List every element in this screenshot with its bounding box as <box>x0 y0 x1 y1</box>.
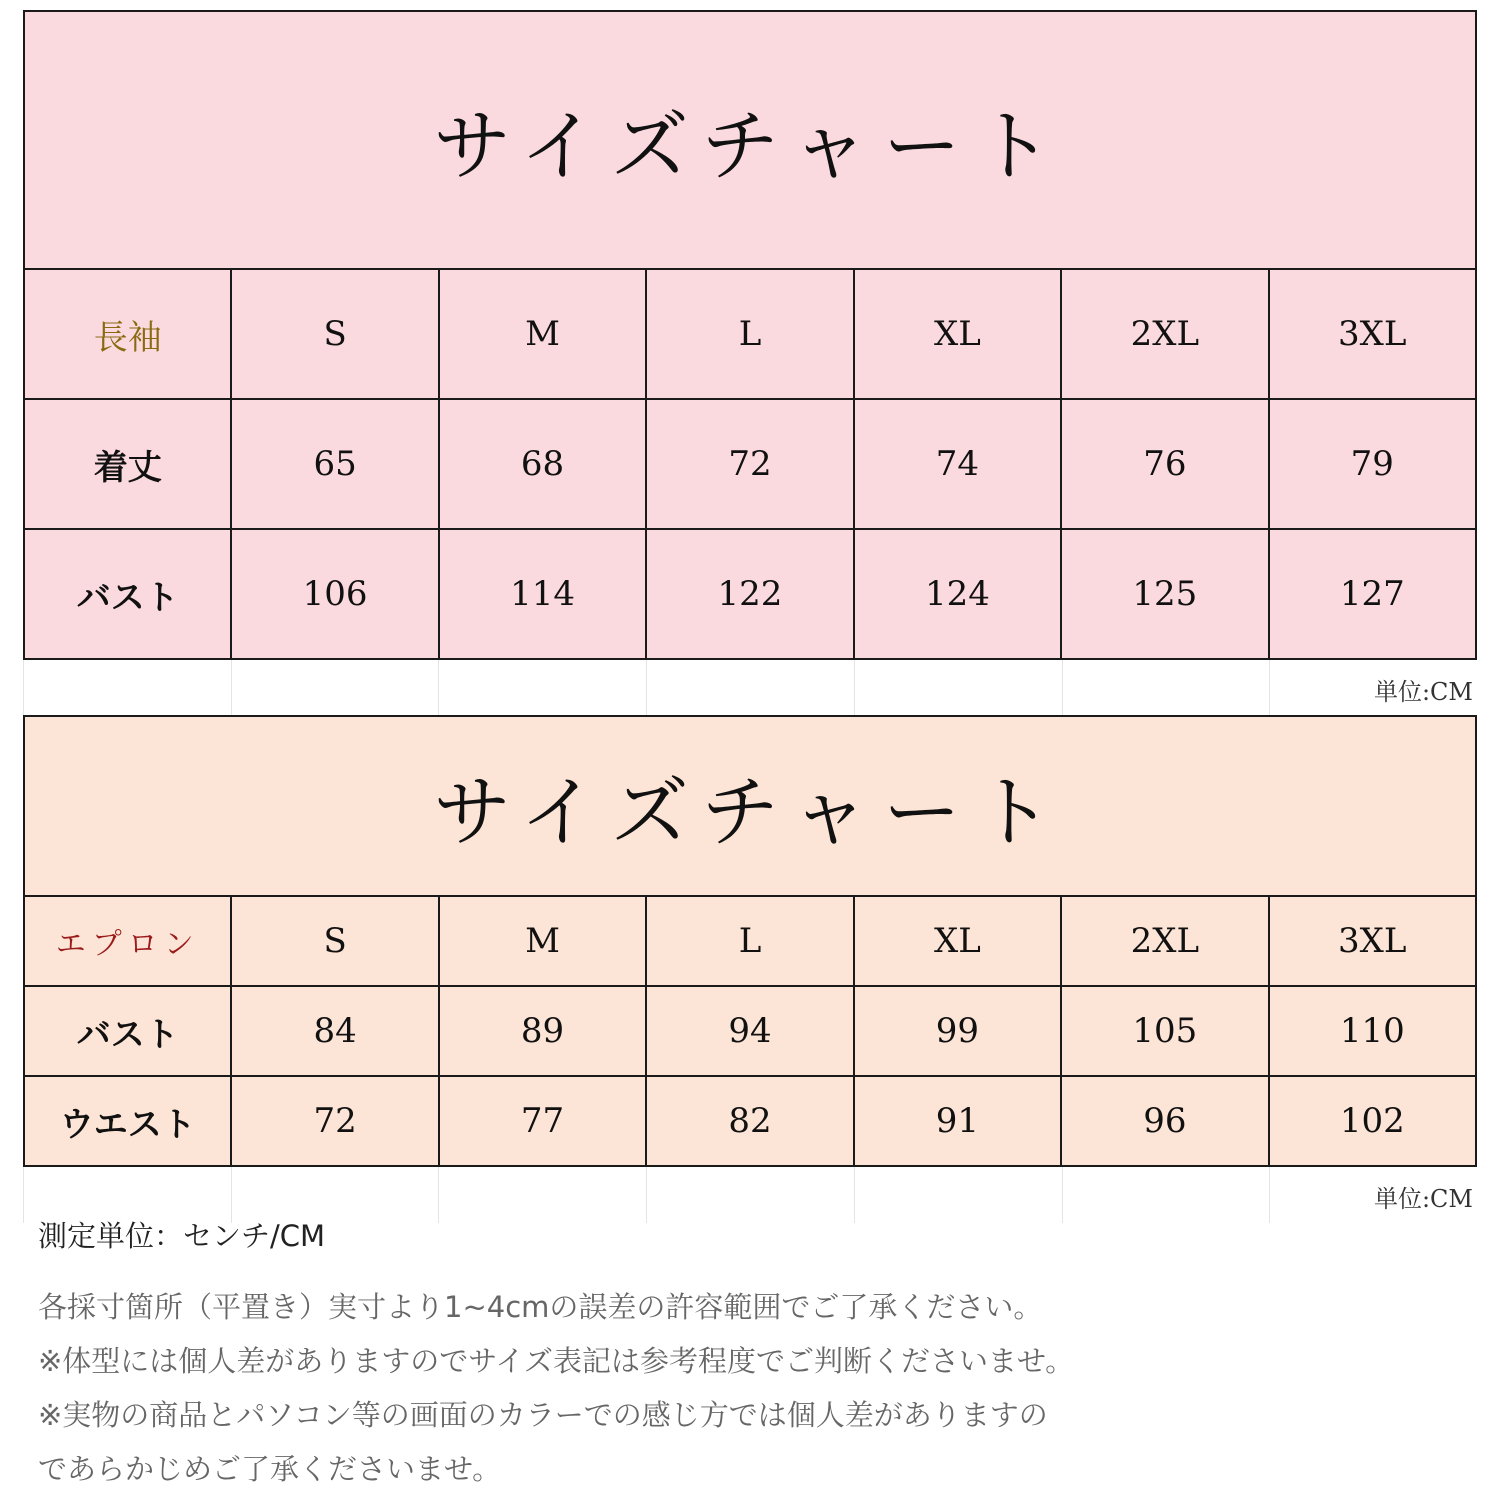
note-line: であらかじめご了承くださいませ。 <box>38 1452 502 1486</box>
table-cell: 79 <box>1269 399 1476 529</box>
table-cell: 125 <box>1061 529 1268 659</box>
table-cell: 77 <box>439 1076 646 1166</box>
header-cell-2xl: 2XL <box>1061 896 1268 986</box>
table-cell: 94 <box>646 986 853 1076</box>
note-line: ※体型には個人差がありますのでサイズ表記は参考程度でご判断くださいませ。 <box>38 1344 1075 1378</box>
size-chart-long-sleeve <box>23 10 1477 716</box>
table-cell: 110 <box>1269 986 1476 1076</box>
table-cell: 99 <box>854 986 1061 1076</box>
table-cell: 114 <box>439 529 646 659</box>
header-cell-3xl: 3XL <box>1269 269 1476 399</box>
header-cell-l: L <box>646 896 853 986</box>
header-cell-item: 長袖 <box>24 269 231 399</box>
table-cell: 82 <box>646 1076 853 1166</box>
size-chart-apron <box>23 715 1477 1223</box>
table-cell: 106 <box>231 529 438 659</box>
table-cell: 84 <box>231 986 438 1076</box>
table-cell: 96 <box>1061 1076 1268 1166</box>
unit-label: 単位:CM <box>1373 678 1473 706</box>
chart2-title: サイズチャート <box>23 715 1477 897</box>
table-cell: 65 <box>231 399 438 529</box>
table-row <box>24 399 1476 529</box>
note-line: 各採寸箇所（平置き）実寸より1~4cmの誤差の許容範囲でご了承ください。 <box>38 1290 1043 1324</box>
row-label: ウエスト <box>24 1076 231 1166</box>
row-label: 着丈 <box>24 399 231 529</box>
table-cell: 105 <box>1061 986 1268 1076</box>
notes-title: 測定単位：センチ/CM <box>38 1219 326 1253</box>
table-cell: 72 <box>646 399 853 529</box>
row-label: バスト <box>24 986 231 1076</box>
table-cell: 72 <box>231 1076 438 1166</box>
chart1-table <box>23 268 1477 660</box>
chart1-unit-row <box>23 660 1477 716</box>
table-header-row <box>24 896 1476 986</box>
header-cell-2xl: 2XL <box>1061 269 1268 399</box>
header-cell-s: S <box>231 896 438 986</box>
table-cell: 127 <box>1269 529 1476 659</box>
table-cell: 91 <box>854 1076 1061 1166</box>
header-cell-xl: XL <box>854 269 1061 399</box>
table-row <box>24 1076 1476 1166</box>
header-cell-item: エプロン <box>24 896 231 986</box>
table-row <box>24 529 1476 659</box>
header-cell-m: M <box>439 269 646 399</box>
chart1-title: サイズチャート <box>23 10 1477 270</box>
header-cell-m: M <box>439 896 646 986</box>
chart2-table <box>23 895 1477 1167</box>
table-cell: 76 <box>1061 399 1268 529</box>
note-line: ※実物の商品とパソコン等の画面のカラーでの感じ方では個人差がありますの <box>38 1398 1048 1432</box>
table-row <box>24 986 1476 1076</box>
table-cell: 124 <box>854 529 1061 659</box>
measurement-notes <box>38 1214 1478 1496</box>
header-cell-l: L <box>646 269 853 399</box>
unit-label: 単位:CM <box>1373 1185 1473 1213</box>
table-cell: 122 <box>646 529 853 659</box>
table-cell: 74 <box>854 399 1061 529</box>
table-cell: 89 <box>439 986 646 1076</box>
table-cell: 68 <box>439 399 646 529</box>
row-label: バスト <box>24 529 231 659</box>
header-cell-xl: XL <box>854 896 1061 986</box>
table-header-row <box>24 269 1476 399</box>
header-cell-3xl: 3XL <box>1269 896 1476 986</box>
header-cell-s: S <box>231 269 438 399</box>
table-cell: 102 <box>1269 1076 1476 1166</box>
